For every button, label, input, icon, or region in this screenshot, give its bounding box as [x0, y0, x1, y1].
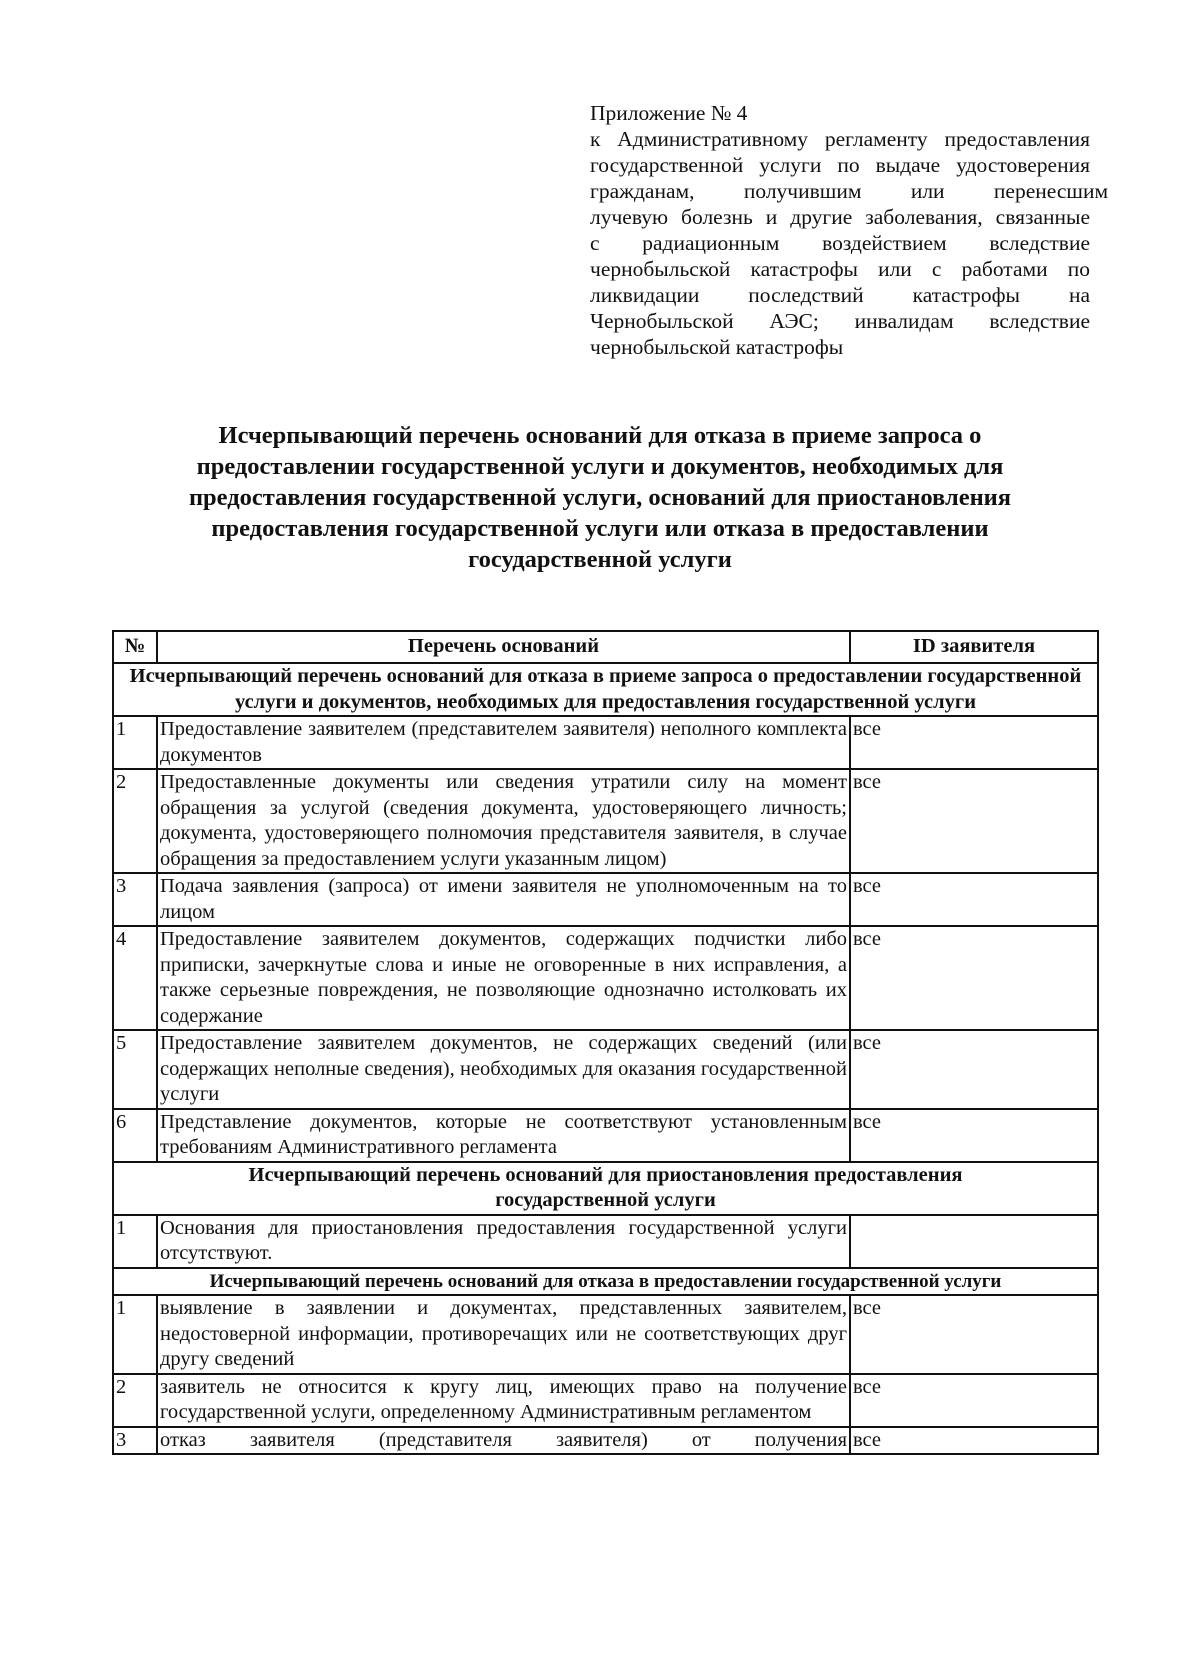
table-row: [113, 873, 1098, 926]
header-num: №: [113, 631, 157, 663]
appendix-line: Приложение № 4: [590, 101, 748, 125]
row-number: 2: [113, 1374, 157, 1427]
row-number: 3: [113, 1427, 157, 1455]
row-applicant: все: [850, 926, 1098, 1030]
appendix-line: чернобыльской катастрофы: [590, 335, 844, 359]
row-applicant: все: [850, 716, 1098, 769]
row-number: 6: [113, 1109, 157, 1162]
title-line: Исчерпывающий перечень оснований для отказа в приеме запроса о: [218, 422, 982, 449]
table-row: [113, 926, 1098, 1030]
appendix-line: с радиационным воздействием вследствие: [590, 231, 1090, 255]
section-title: Исчерпывающий перечень оснований для отказа в приеме запроса о предоставлении государственной услуги и документов, необходимых для предоставления государственной услуги: [113, 663, 1098, 716]
appendix-line: лучевую болезнь и другие заболевания, связанные: [590, 205, 1090, 229]
row-applicant: все: [850, 1030, 1098, 1109]
row-number: 1: [113, 716, 157, 769]
row-number: 1: [113, 1295, 157, 1374]
title-line: предоставлении государственной услуги и документов, необходимых для: [196, 453, 1004, 480]
row-number: 5: [113, 1030, 157, 1109]
section-heading-row: [113, 1162, 1098, 1215]
table-row: [113, 1427, 1098, 1455]
appendix-block: [590, 100, 1109, 360]
row-number: 4: [113, 926, 157, 1030]
section-title: Исчерпывающий перечень оснований для приостановления предоставления государственной услуги: [113, 1162, 1098, 1215]
row-number: 3: [113, 873, 157, 926]
grounds-table: [112, 630, 1099, 1455]
appendix-line: Чернобыльской АЭС; инвалидам вследствие: [590, 309, 1090, 333]
table-row: [113, 1374, 1098, 1427]
title-line: государственной услуги: [468, 546, 732, 573]
row-number: 1: [113, 1215, 157, 1268]
table-row: [113, 1295, 1098, 1374]
table-row: [113, 769, 1098, 873]
row-applicant: [850, 1215, 1098, 1268]
appendix-line: ликвидации последствий катастрофы на: [590, 283, 1090, 307]
row-reason: Представление документов, которые не соответствуют установленным требованиям Административного регламента: [157, 1109, 850, 1162]
row-applicant: все: [850, 1295, 1098, 1374]
section-title: Исчерпывающий перечень оснований для отказа в предоставлении государственной услуги: [113, 1268, 1098, 1296]
table-row: [113, 716, 1098, 769]
row-applicant: все: [850, 1374, 1098, 1427]
row-applicant: все: [850, 873, 1098, 926]
appendix-line: чернобыльской катастрофы или с работами по: [590, 257, 1090, 281]
section-heading-row: [113, 1268, 1098, 1296]
row-applicant: все: [850, 769, 1098, 873]
table-row: [113, 1030, 1098, 1109]
header-applicant: ID заявителя: [850, 631, 1098, 663]
row-number: 2: [113, 769, 157, 873]
row-reason: Предоставление заявителем документов, не содержащих сведений (или содержащих неполные сведения), необходимых для оказания государственной услуги: [157, 1030, 850, 1109]
row-reason: Предоставление заявителем (представителем заявителя) неполного комплекта документов: [157, 716, 850, 769]
section-heading-row: [113, 663, 1098, 716]
row-reason: отказ заявителя (представителя заявителя) от получения: [157, 1427, 850, 1455]
appendix-line: к Административному регламенту предоставления: [590, 127, 1090, 151]
row-applicant: все: [850, 1427, 1098, 1455]
row-reason: заявитель не относится к кругу лиц, имеющих право на получение государственной услуги, определенному Административным регламентом: [157, 1374, 850, 1427]
table-header-row: [113, 631, 1098, 663]
row-applicant: все: [850, 1109, 1098, 1162]
document-title: [110, 420, 1090, 575]
row-reason: Предоставление заявителем документов, содержащих подчистки либо приписки, зачеркнутые слова и иные не оговоренные в них исправления, а также серьезные повреждения, не позволяющие однозначно истолковать их содержание: [157, 926, 850, 1030]
title-line: предоставления государственной услуги, оснований для приостановления: [188, 484, 1012, 511]
title-line: предоставления государственной услуги или отказа в предоставлении: [211, 515, 989, 542]
header-reason: Перечень оснований: [157, 631, 850, 663]
row-reason: выявление в заявлении и документах, представленных заявителем, недостоверной информации, противоречащих или не соответствующих друг другу сведений: [157, 1295, 850, 1374]
row-reason: Предоставленные документы или сведения утратили силу на момент обращения за услугой (сведения документа, удостоверяющего личность; документа, удостоверяющего полномочия представителя заявителя, в случае обращения за предоставлением услуги указанным лицом): [157, 769, 850, 873]
row-reason: Подача заявления (запроса) от имени заявителя не уполномоченным на то лицом: [157, 873, 850, 926]
table-row: [113, 1109, 1098, 1162]
appendix-line: государственной услуги по выдаче удостоверения: [590, 153, 1090, 177]
appendix-line: гражданам, получившим или перенесшим: [590, 179, 1109, 203]
row-reason: Основания для приостановления предоставления государственной услуги отсутствуют.: [157, 1215, 850, 1268]
table-row: [113, 1215, 1098, 1268]
